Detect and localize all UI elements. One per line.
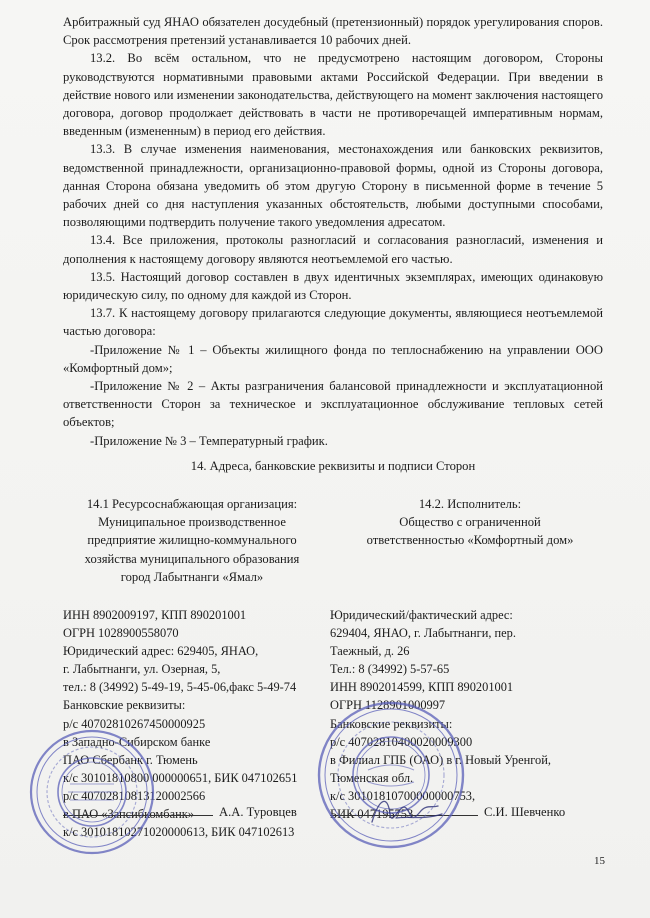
contract-paragraph: 13.2. Во всём остальном, что не предусмотрено настоящим договором, Стороны руководствуются нормативными правовыми актами Российской Федерации. При введении в действие нового или изменении законодательства, действующего на момент заключения настоящего договора, договор продолжает действовать в части не противоречащей императивным нормам, введенным (измененным) в период его действия.: [63, 51, 603, 139]
requisite-line: р/с 40702810400020009300: [330, 734, 473, 749]
requisite-line: 629404, ЯНАО, г. Лабытнанги, пер.: [330, 626, 516, 641]
requisite-line: ОГРН 1028900558070: [63, 626, 179, 641]
requisite-line: ОГРН 1128901000997: [330, 698, 446, 713]
requisite-line: к/с 30101810700000000753,: [330, 788, 476, 803]
requisite-line: в Филиал ГПБ (ОАО) в г. Новый Уренгой,: [330, 752, 551, 767]
requisite-line: г. Лабытнанги, ул. Озерная, 5,: [63, 662, 221, 677]
contract-paragraph: 13.5. Настоящий договор составлен в двух идентичных экземплярах, имеющих одинаковую юридическую силу, по одному для каждой из Сторон.: [63, 269, 603, 303]
contract-paragraph: -Приложение № 3 – Температурный график.: [90, 433, 328, 448]
signature-underline: [63, 803, 213, 816]
heading-line: хозяйства муниципального образования: [84, 551, 300, 566]
requisite-line: р/с 40702810813120002566: [63, 788, 206, 803]
requisite-line: в ПАО «Запсибкомбанк»: [63, 807, 194, 822]
right-signatory-name: С.И. Шевченко: [484, 805, 566, 819]
page-number: 15: [594, 855, 605, 867]
requisite-line: ИНН 8902014599, КПП 890201001: [330, 680, 514, 695]
contract-paragraph: Арбитражный суд ЯНАО обязателен досудебный (претензионный) порядок урегулирования споров. Срок рассмотрения претензий устанавливается 10 рабочих дней.: [63, 15, 603, 48]
requisite-line: Тел.: 8 (34992) 5-57-65: [330, 662, 450, 677]
section-title: 14. Адреса, банковские реквизиты и подписи Сторон: [190, 459, 476, 473]
requisite-line: Юридический адрес: 629405, ЯНАО,: [63, 644, 259, 659]
requisite-line: тел.: 8 (34992) 5-49-19, 5-45-06,факс 5-49-74: [63, 680, 297, 695]
heading-line: город Лабытнанги «Ямал»: [120, 569, 264, 584]
requisite-line: Банковские реквизиты:: [330, 716, 453, 731]
requisite-line: БИК 047195753: [330, 807, 414, 822]
heading-line: предприятие жилищно-коммунального: [87, 533, 297, 548]
contract-paragraph: -Приложение № 1 – Объекты жилищного фонда по теплоснабжению на управлении ООО «Комфортный дом»;: [63, 342, 603, 375]
contract-paragraph: -Приложение № 2 – Акты разграничения балансовой принадлежности и эксплуатационной ответственности Сторон за техническое и эксплуатационное обслуживание тепловых сетей объектов;: [63, 379, 603, 430]
signature-underline: [330, 803, 478, 816]
heading-line: 14.2. Исполнитель:: [418, 497, 522, 511]
requisite-line: Тюменская обл.: [330, 770, 414, 785]
contract-paragraph: 13.4. Все приложения, протоколы разногласий и согласования разногласий, изменения и дополнения к настоящему договору являются неотъемлемой его частью.: [63, 233, 603, 266]
requisite-line: р/с 40702810267450000925: [63, 716, 206, 731]
requisite-line: Юридический/фактический адрес:: [330, 608, 513, 622]
heading-line: Муниципальное производственное: [98, 515, 286, 530]
contract-body: [63, 13, 603, 450]
right-signature-line: [330, 803, 565, 820]
heading-line: 14.1 Ресурсоснабжающая организация:: [86, 497, 298, 511]
right-party-heading: [330, 495, 610, 550]
requisite-line: к/с 30101810800 000000651, БИК 047102651: [63, 770, 298, 785]
heading-line: Общество с ограниченной: [399, 515, 541, 530]
requisite-line: ИНН 8902009197, КПП 890201001: [63, 608, 247, 622]
left-signatory-name: А.А. Туровцев: [219, 805, 297, 819]
requisite-line: Банковские реквизиты:: [63, 698, 186, 713]
left-party-heading: [63, 495, 321, 586]
contract-paragraph: 13.7. К настоящему договору прилагаются следующие документы, являющиеся неотъемлемой частью договора:: [63, 306, 603, 339]
requisite-line: в Западно-Сибирском банке: [63, 734, 211, 749]
contract-paragraph: 13.3. В случае изменения наименования, местонахождения или банковских реквизитов, ведомственной принадлежности, организационно-правовой формы, одной из Стороны договора, данная Сторона обязана уведомить об этом другую Сторону в письменной форме в течение 5 рабочих дней со дня наступления указанных обстоятельств, любыми доступными способами, позволяющими подтвердить получение такого уведомления адресатом.: [63, 142, 603, 230]
left-signature-line: [63, 803, 297, 820]
requisite-line: Таежный, д. 26: [330, 644, 410, 659]
requisite-line: к/с 30101810271020000613, БИК 047102613: [63, 825, 295, 840]
heading-line: ответственностью «Комфортный дом»: [366, 533, 574, 548]
requisite-line: ПАО Сбербанк г. Тюмень: [63, 752, 198, 767]
right-party-requisites: [330, 606, 551, 823]
